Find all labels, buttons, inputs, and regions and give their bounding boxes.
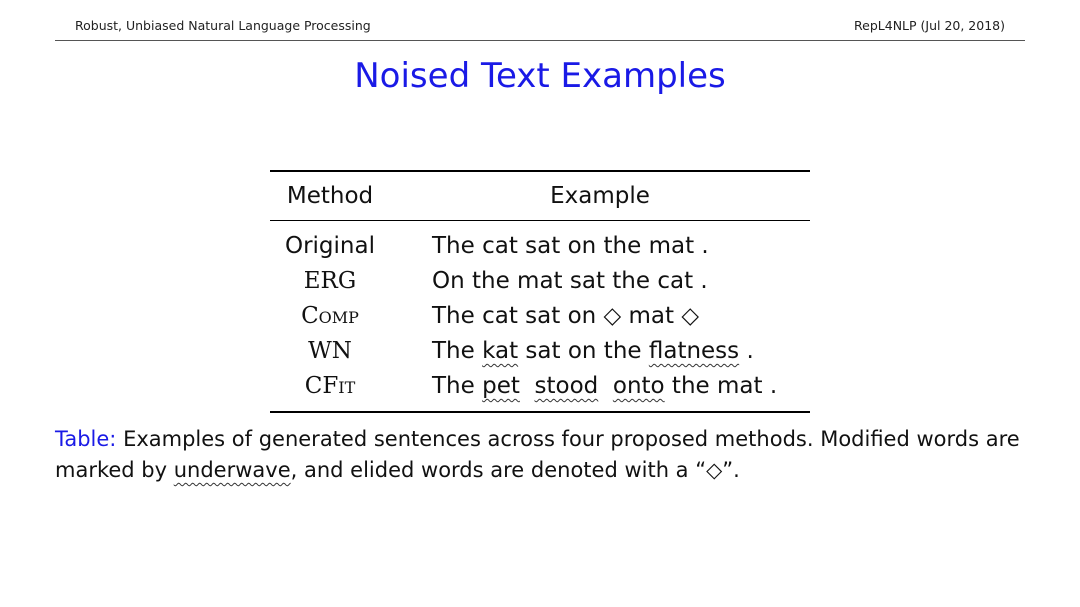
method-cell: CFit: [304, 372, 356, 399]
example-text: .: [739, 337, 754, 364]
example-cell: [390, 303, 810, 329]
header-example: Example: [550, 183, 650, 209]
slide-header: [55, 14, 1025, 41]
examples-table: [270, 170, 810, 413]
example-text: The: [432, 337, 483, 364]
example-cell: [390, 268, 810, 294]
method-cell: WN: [308, 337, 352, 364]
example-text: The cat sat on the mat .: [432, 232, 709, 259]
table-row: [270, 298, 810, 333]
example-text: [598, 373, 613, 399]
table-header-row: [270, 172, 810, 220]
table-body: [270, 221, 810, 411]
table-row: [270, 263, 810, 298]
modified-word: stood: [534, 372, 599, 399]
table-row: [270, 368, 810, 403]
caption-text: Examples of generated sentences across four proposed methods. Modified words are marked by: [55, 427, 1020, 482]
modified-word: kat: [482, 337, 519, 364]
example-text: the mat .: [664, 372, 778, 399]
example-text: The cat sat on ◇ mat ◇: [432, 302, 700, 329]
caption-label: Table:: [55, 427, 117, 451]
caption-text: , and elided words are denoted with a “◇”.: [290, 458, 740, 482]
example-cell: [390, 233, 810, 259]
example-text: On the mat sat the cat .: [432, 267, 708, 294]
method-cell: Comp: [301, 302, 359, 329]
method-cell: Original: [284, 232, 375, 259]
header-right-text: RepL4NLP (Jul 20, 2018): [854, 18, 1005, 33]
example-cell: [390, 373, 810, 399]
method-cell: ERG: [303, 267, 357, 294]
table-row: [270, 228, 810, 263]
table-caption: [55, 424, 1030, 486]
header-left-text: Robust, Unbiased Natural Language Processing: [75, 18, 371, 33]
modified-word: onto: [612, 372, 665, 399]
table-row: [270, 333, 810, 368]
example-text: sat on the: [518, 337, 649, 364]
table-bottom-rule: [270, 411, 810, 413]
example-cell: [390, 338, 810, 364]
caption-underwave-word: underwave: [173, 458, 291, 482]
modified-word: pet: [482, 372, 520, 399]
modified-word: flatness: [648, 337, 740, 364]
header-method: Method: [286, 183, 374, 209]
example-text: [520, 373, 535, 399]
example-text: The: [432, 372, 483, 399]
slide-title: Noised Text Examples: [354, 56, 726, 96]
